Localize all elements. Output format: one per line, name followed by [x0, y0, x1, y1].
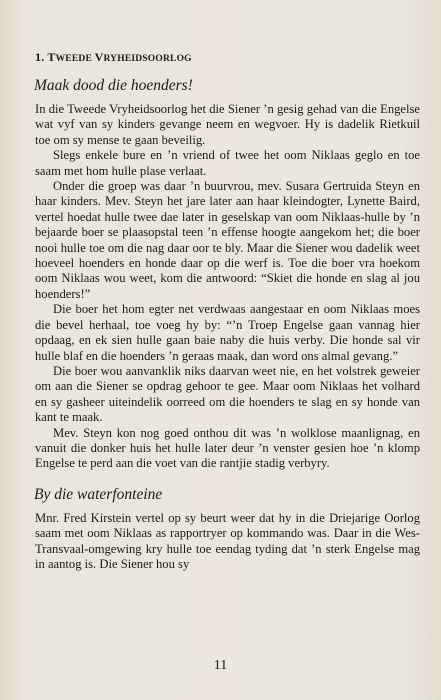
paragraph: Slegs enkele bure en ’n vriend of twee het oom Niklaas geglo en toe saam met hom hulle plase verlaat.: [35, 148, 420, 178]
paragraph: Die boer wou aanvanklik niks daarvan weet nie, en het volstrek geweier om aan die Siener se opdrag gehoor te gee. Maar oom Niklaas het volhard en sy gasheer uiteindelik oorreed om die hoenders te slag en sy honde van kant te maak.: [35, 363, 420, 425]
chapter-heading: [35, 50, 420, 65]
paragraph: Onder die groep was daar ’n buurvrou, mev. Susara Gertruida Steyn en haar kinders. Mev. Steyn het jare later aan haar kleindogter, Lynette Baird, vertel hoedat hulle twee dae later in geselskap van oom Niklaas-hulle by ’n bejaarde boer se plaasopstal teen ’n effense hoogte aangekom het; die boer nooi hulle toe om die nag daar oor te bly. Maar die Siener wou dadelik weet hoeveel hoenders en honde daar op die werf is. Toe die boer vra hoekom oom Niklaas wou weet, kom die antwoord: “Skiet die honde en slag al jou hoenders!”: [35, 179, 420, 301]
chapter-title: TWEEDE VRYHEIDSOORLOG: [47, 50, 192, 64]
section-heading-1: Maak dood die hoenders!: [34, 77, 193, 94]
page-content: [35, 50, 420, 572]
paragraph: Mev. Steyn kon nog goed onthou dit was ’n wolklose maanlignag, en vanuit die donker huis het hulle later deur ’n venster gesien hoe ’n klomp Engelse te perd aan die voet van die rantjie stadig verbyry.: [35, 425, 420, 471]
paragraph: Mnr. Fred Kirstein vertel op sy beurt weer dat hy in die Driejarige Oorlog saam met oom Niklaas as rapportryer op kommando was. Daar in die Wes-Transvaal-omgewing kry hulle toe eendag tyding dat ’n sterk Engelse mag in aantog is. Die Siener hou sy: [35, 510, 420, 571]
paragraph: Die boer het hom egter net verdwaas aangestaar en oom Niklaas moes die bevel herhaal, toe voeg hy by: “’n Troep Engelse gaan vannag hier opdaag, en ek sien hulle gaan baie naby die huis verby. Die honde sal vir hulle blaf en die hoenders ’n geraas maak, dan word ons almal gevang.”: [35, 302, 420, 363]
chapter-number: 1.: [35, 50, 45, 64]
paragraph: In die Tweede Vryheidsoorlog het die Siener ’n gesig gehad van die Engelse wat vyf van sy kinders gevange neem en wegvoer. Hy is dadelik Rietkuil toe om sy mense te gaan beveilig.: [35, 102, 420, 147]
page-number: 11: [213, 658, 228, 673]
section-heading-2: By die waterfonteine: [34, 485, 163, 503]
